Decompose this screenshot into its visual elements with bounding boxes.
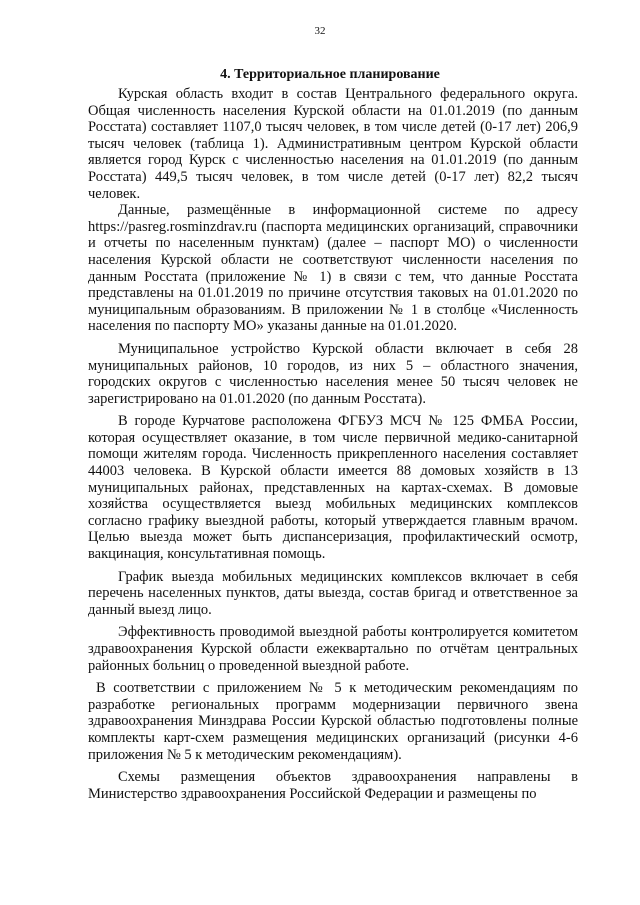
paragraph-5: График выезда мобильных медицинских комплексов включает в себя перечень населенных пунктов, даты выезда, состав бригад и ответственное за данный выезд лицо.	[88, 568, 578, 618]
paragraph-4: В городе Курчатове расположена ФГБУЗ МСЧ № 125 ФМБА России, которая осуществляет оказание, в том числе первичной медико-санитарной помощи жителям города. Численность прикрепленного населения составляет 44003 человека. В Курской области имеется 88 домовых хозяйств в 13 муниципальных районах, представленных на картах-схемах. В домовые хозяйства осуществляется выезд мобильных медицинских комплексов согласно графику выездной работы, который утверждается главным врачом. Целью выезда может быть диспансеризация, профилактический осмотр, вакцинация, консультативная помощь.	[88, 413, 578, 563]
paragraph-3: Муниципальное устройство Курской области включает в себя 28 муниципальных районов, 10 городов, из них 5 – областного значения, городских округов с численностью населения менее 50 тысяч человек не зарегистрировано на 01.01.2020 (по данным Росстата).	[88, 340, 578, 407]
page-number: 32	[314, 25, 326, 37]
paragraph-1: Курская область входит в состав Центрального федерального округа. Общая численность населения Курской области на 01.01.2019 (по данным Росстата) составляет 1107,0 тысяч человек, в том числе детей (0-17 лет) 206,9 тысяч человек (таблица 1). Административным центром Курской области является город Курск с численностью населения на 01.01.2019 (по данным Росстата) 449,5 тысяч человек, в том числе детей (0-17 лет) 82,2 тысяч человек.	[88, 86, 578, 202]
paragraph-2: Данные, размещённые в информационной системе по адресу https://pasreg.rosminzdrav.ru (паспорта медицинских организаций, справочники и отчеты по населенным пунктам) (далее – паспорт МО) о численности населения Курской области не соответствуют численности населения по данным Росстата (приложение № 1) в связи с тем, что данные Росстата представлены на 01.01.2019 по причине отсутствия таковых на 01.01.2020 по муниципальным образованиям. В приложении № 1 в столбце «Численность населения по паспорту МО» указаны данные на 01.01.2020.	[88, 202, 578, 335]
section-heading: 4. Территориальное планирование	[220, 67, 440, 82]
paragraph-8: Схемы размещения объектов здравоохранения направлены в Министерство здравоохранения Российской Федерации и размещены по	[88, 769, 578, 802]
paragraph-7: В соответствии с приложением № 5 к методическим рекомендациям по разработке региональных программ модернизации первичного звена здравоохранения Минздрава России Курской областью подготовлены полные комплекты карт-схем размещения медицинских организаций (рисунки 4-6 приложения № 5 к методическим рекомендациям).	[88, 680, 578, 763]
document-body	[88, 86, 578, 802]
paragraph-6: Эффективность проводимой выездной работы контролируется комитетом здравоохранения Курской области ежеквартально по отчётам центральных районных больниц о проведенной выездной работе.	[88, 624, 578, 674]
